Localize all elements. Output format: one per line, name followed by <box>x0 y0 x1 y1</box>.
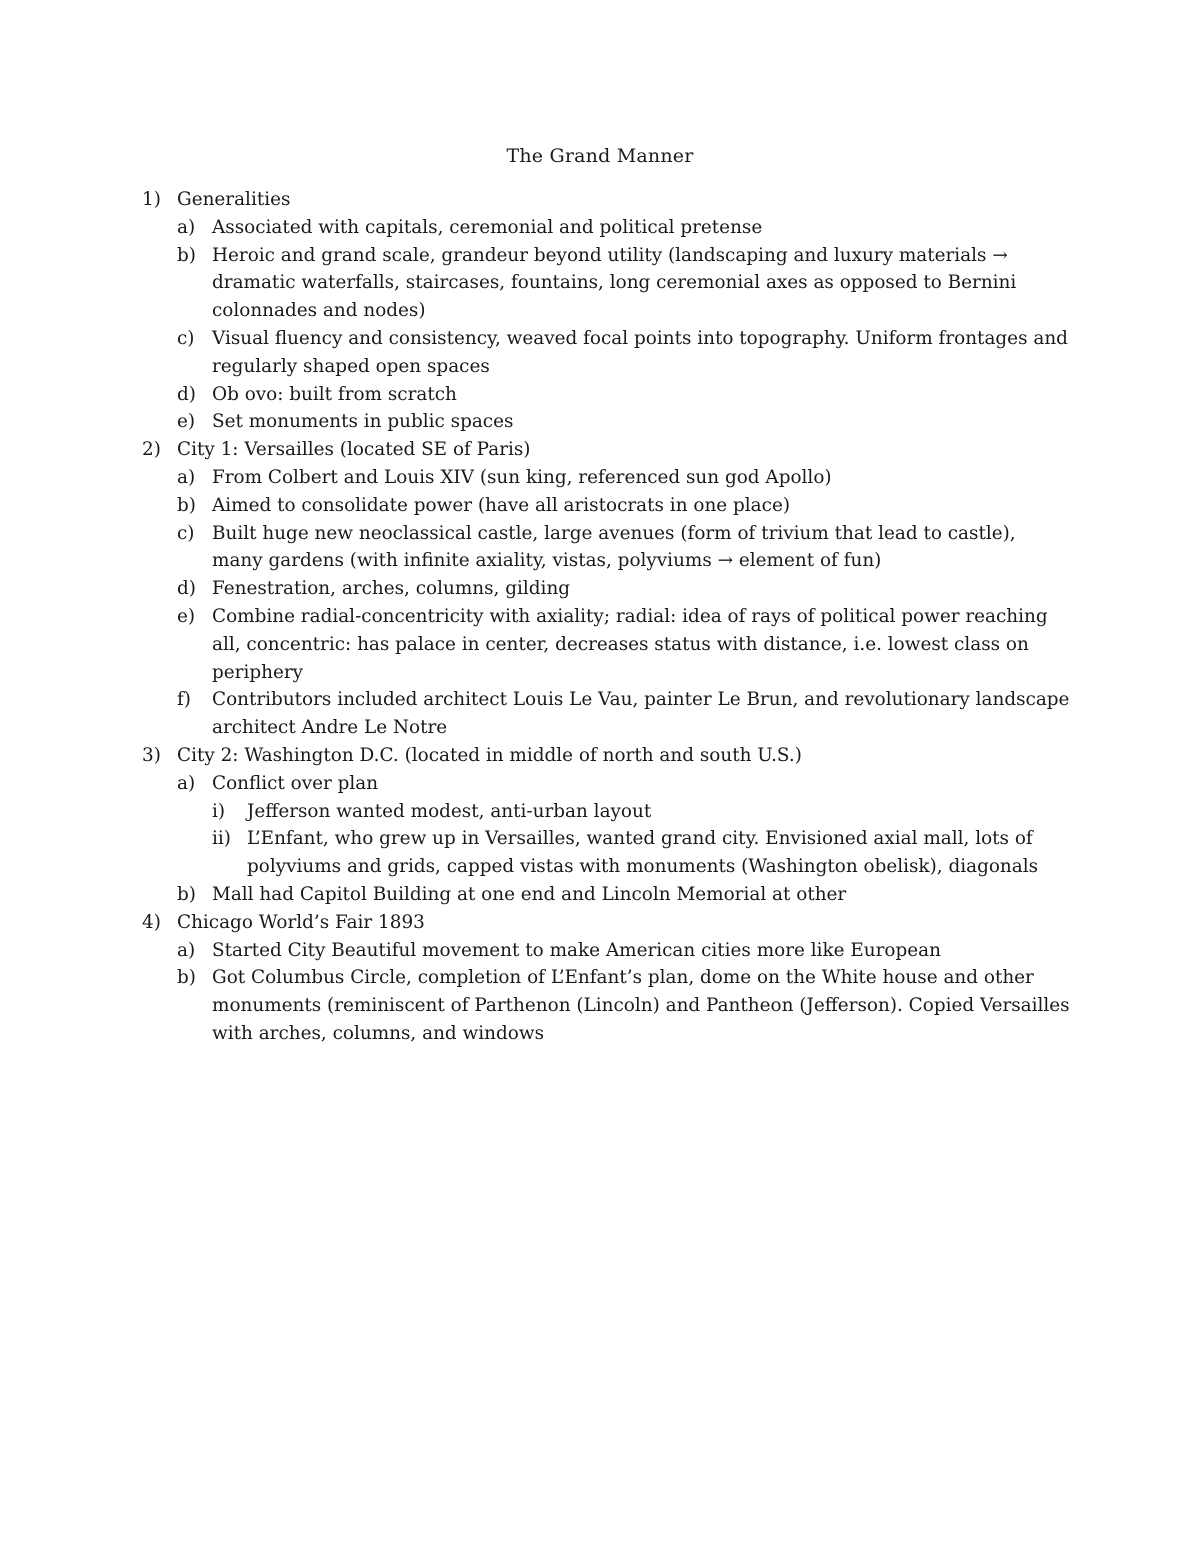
list-marker: 3) <box>142 744 161 766</box>
outline-section <box>142 909 1072 937</box>
outline-subsubitem <box>212 825 1072 881</box>
list-marker: c) <box>177 522 195 544</box>
outline-subitem <box>177 770 1072 798</box>
list-marker: b) <box>177 967 196 989</box>
outline-subitem <box>177 964 1072 1047</box>
list-item-text: Visual fluency and consistency, weaved focal points into topography. Uniform frontages and regularly shaped open spaces <box>212 327 1068 377</box>
list-item-text: From Colbert and Louis XIV (sun king, referenced sun god Apollo) <box>212 466 832 488</box>
outline-list <box>142 186 1072 1048</box>
list-item-text: Fenestration, arches, columns, gilding <box>212 578 571 600</box>
list-item-text: Got Columbus Circle, completion of L’Enfant’s plan, dome on the White house and other monuments (reminiscent of Parthenon (Lincoln) and Pantheon (Jefferson). Copied Versailles with arches, columns, and windows <box>212 967 1070 1044</box>
list-item-text: Ob ovo: built from scratch <box>212 383 457 405</box>
list-item-text: Set monuments in public spaces <box>212 411 514 433</box>
outline-subitem <box>177 408 1072 436</box>
outline-subitem <box>177 937 1072 965</box>
list-marker: i) <box>212 800 226 822</box>
document-title: The Grand Manner <box>506 145 694 167</box>
outline-subitem <box>177 214 1072 242</box>
list-marker: b) <box>177 494 196 516</box>
outline-subitem <box>177 492 1072 520</box>
list-marker: d) <box>177 578 196 600</box>
list-item-text: Jefferson wanted modest, anti-urban layout <box>247 800 652 822</box>
list-marker: a) <box>177 939 196 961</box>
list-item-text: Started City Beautiful movement to make American cities more like European <box>212 939 941 961</box>
list-marker: 1) <box>142 189 161 210</box>
list-item-text: Built huge new neoclassical castle, large avenues (form of trivium that lead to castle), many gardens (with infinite axiality, vistas, polyviums → element of fun) <box>212 522 1016 572</box>
list-item-text: Conflict over plan <box>212 772 379 794</box>
outline-section <box>142 436 1072 464</box>
outline-subitem <box>177 881 1072 909</box>
list-item-text: Aimed to consolidate power (have all aristocrats in one place) <box>212 494 791 516</box>
list-marker: f) <box>177 689 191 711</box>
list-marker: ii) <box>212 828 231 850</box>
outline-subitem <box>177 242 1072 325</box>
outline-subitem <box>177 464 1072 492</box>
list-item-text: Generalities <box>177 189 291 210</box>
outline-subitem <box>177 520 1072 576</box>
list-item-text: Chicago World’s Fair 1893 <box>177 911 425 933</box>
outline-section <box>142 186 1072 214</box>
list-marker: c) <box>177 327 195 349</box>
list-marker: 2) <box>142 439 161 461</box>
list-item-text: Mall had Capitol Building at one end and Lincoln Memorial at other <box>212 883 847 905</box>
list-item-text: City 2: Washington D.C. (located in middle of north and south U.S.) <box>177 744 802 766</box>
list-marker: a) <box>177 216 196 238</box>
outline-subsubitem <box>212 798 1072 826</box>
list-marker: b) <box>177 244 196 266</box>
list-item-text: Associated with capitals, ceremonial and political pretense <box>212 216 763 238</box>
list-marker: 4) <box>142 911 161 933</box>
list-marker: e) <box>177 411 196 433</box>
list-item-text: L’Enfant, who grew up in Versailles, wanted grand city. Envisioned axial mall, lots of polyviums and grids, capped vistas with monuments (Washington obelisk), diagonals <box>247 828 1039 878</box>
outline-subitem <box>177 381 1072 409</box>
outline-subitem <box>177 325 1072 381</box>
list-marker: d) <box>177 383 196 405</box>
outline-section <box>142 742 1072 770</box>
outline-subitem <box>177 575 1072 603</box>
list-item-text: City 1: Versailles (located SE of Paris) <box>177 439 531 461</box>
list-item-text: Heroic and grand scale, grandeur beyond utility (landscaping and luxury materials → dramatic waterfalls, staircases, fountains, long ceremonial axes as opposed to Bernini colonnades and nodes) <box>212 244 1017 322</box>
outline-subitem <box>177 686 1072 742</box>
list-item-text: Contributors included architect Louis Le Vau, painter Le Brun, and revolutionary landscape architect Andre Le Notre <box>212 689 1070 739</box>
list-item-text: Combine radial-concentricity with axiality; radial: idea of rays of political power reaching all, concentric: has palace in center, decreases status with distance, i.e. lowest class on periphery <box>212 605 1048 683</box>
list-marker: a) <box>177 772 196 794</box>
outline-subitem <box>177 603 1072 686</box>
list-marker: a) <box>177 466 196 488</box>
list-marker: e) <box>177 605 196 627</box>
list-marker: b) <box>177 883 196 905</box>
